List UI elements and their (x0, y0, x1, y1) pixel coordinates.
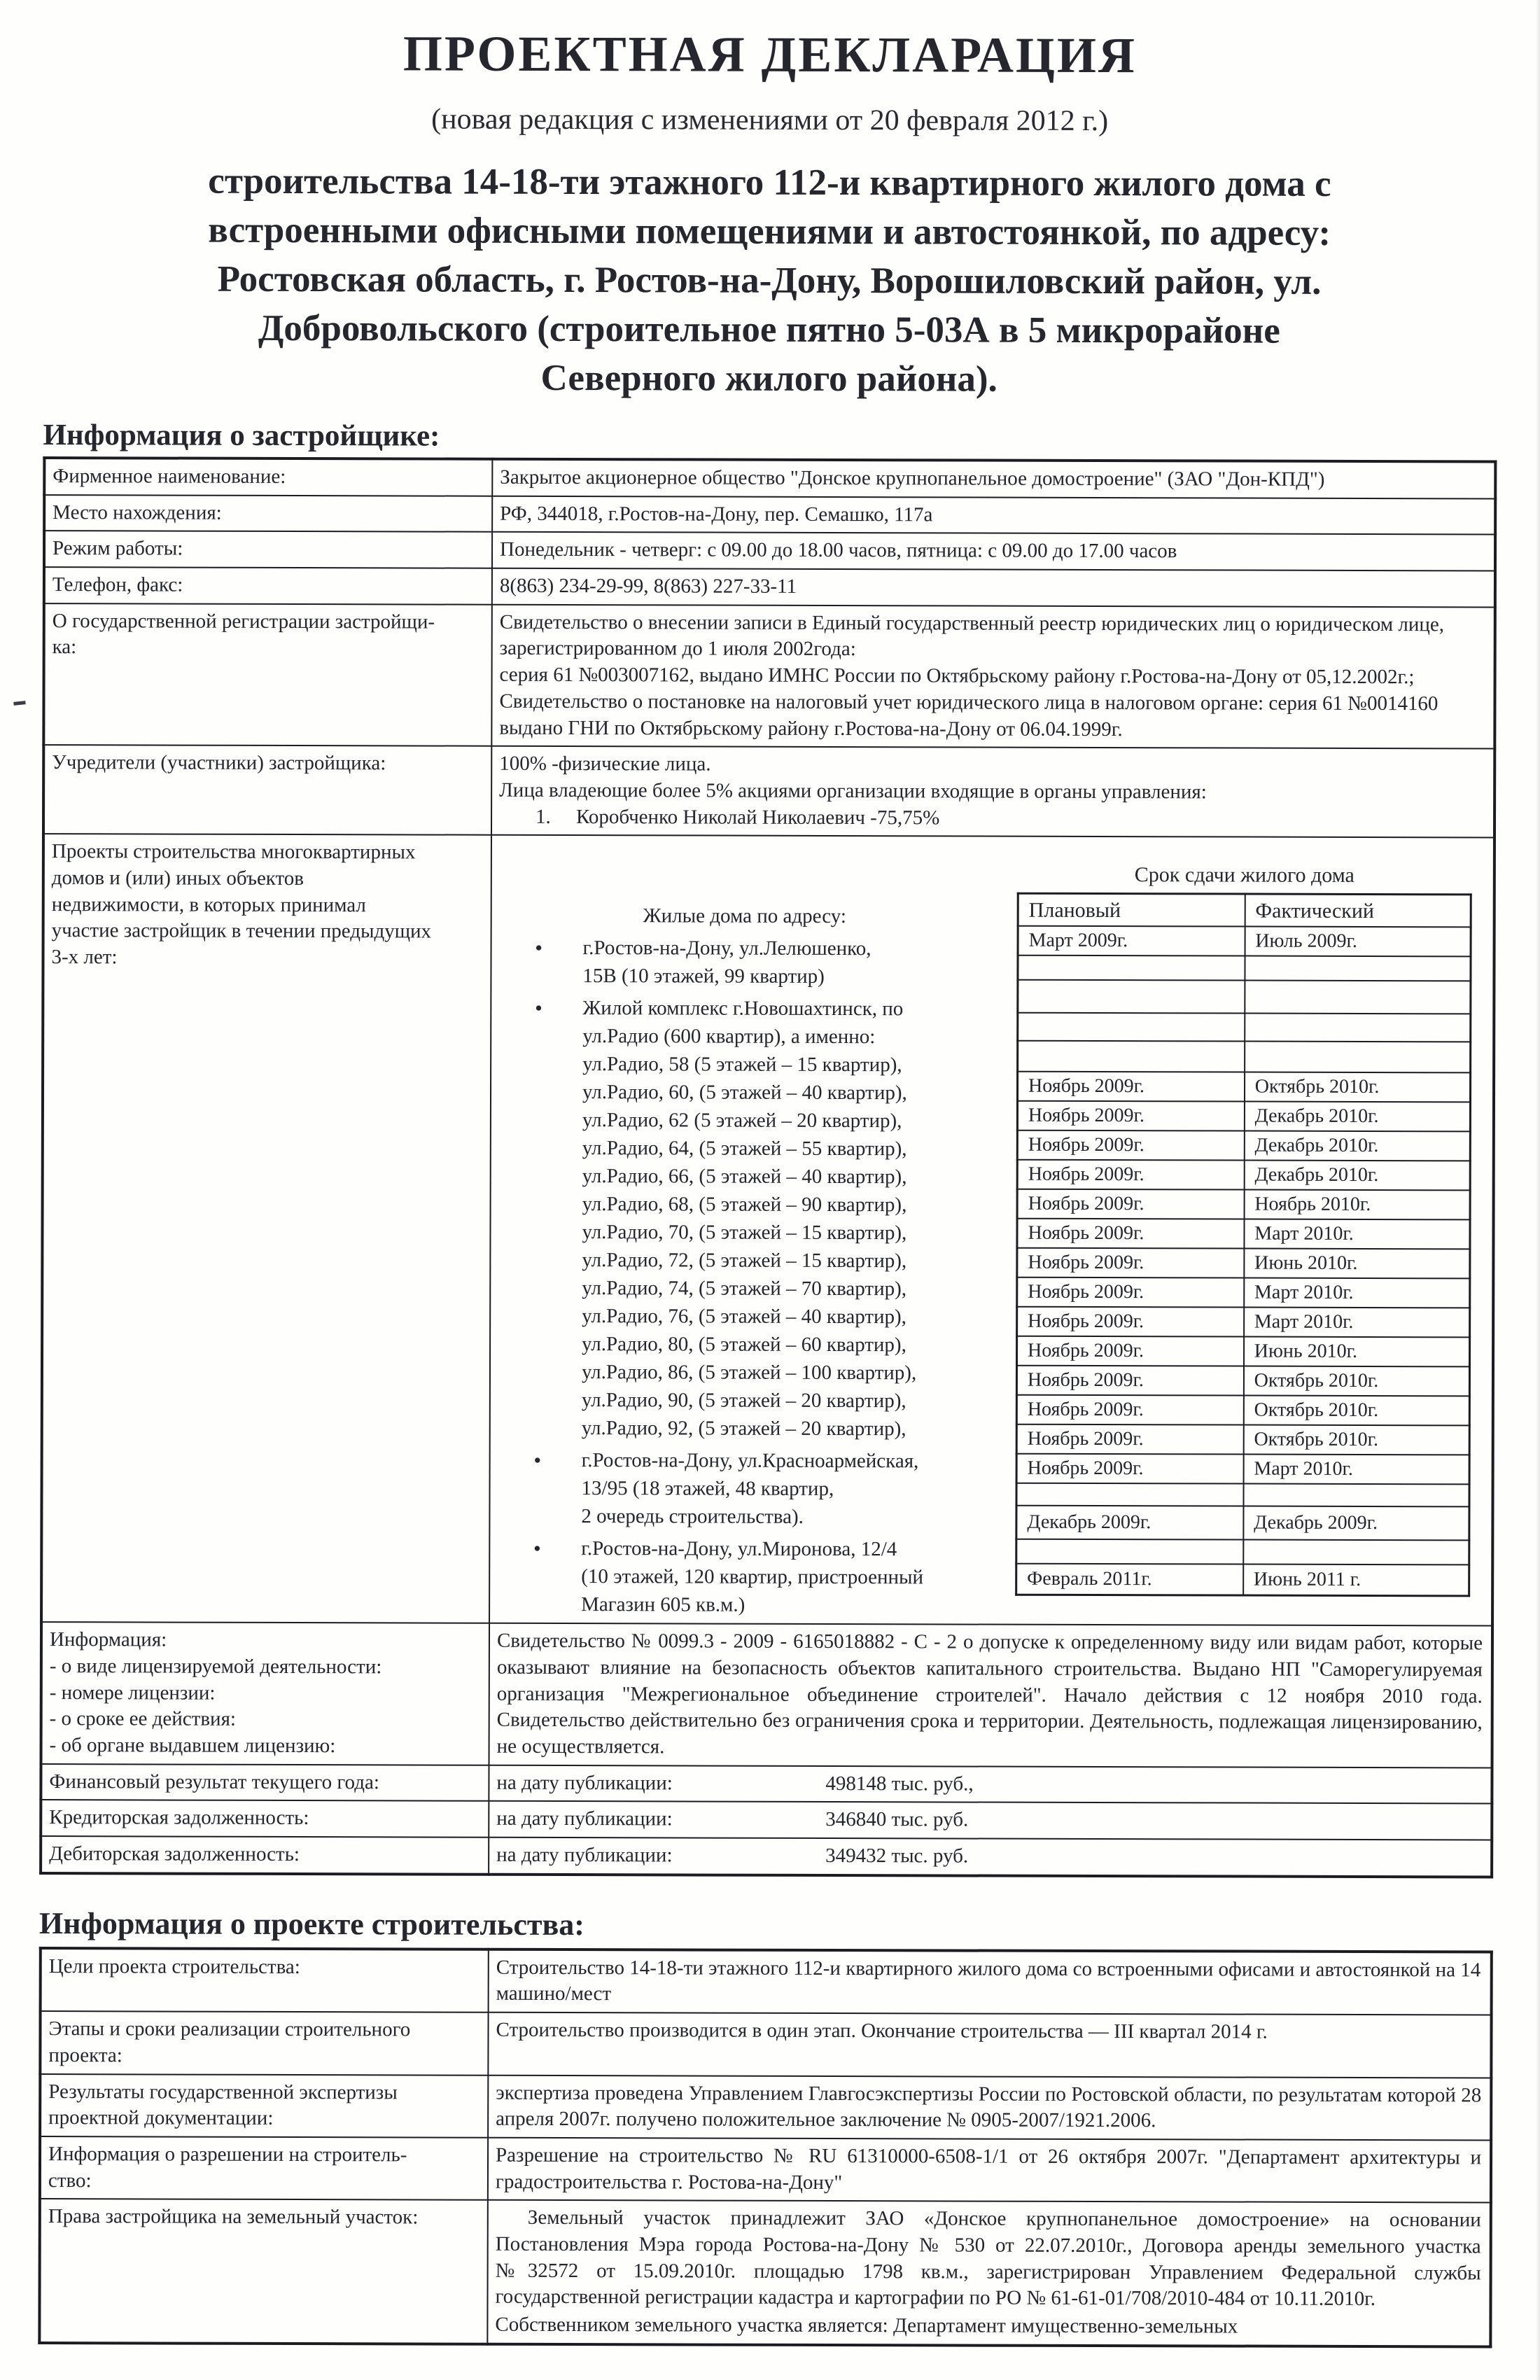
deadline-cell: Декабрь 2010г. (1245, 1102, 1471, 1132)
deadline-cell: Ноябрь 2009г. (1016, 1395, 1243, 1425)
deadline-row (1017, 1219, 1470, 1250)
scan-artifact-mark (13, 701, 25, 706)
deadline-row (1017, 1130, 1470, 1161)
list-item-text: ул.Радио, 68, (5 этажей – 90 квартир), (582, 1193, 907, 1217)
deadline-cell: Ноябрь 2009г. (1016, 1366, 1243, 1396)
deadline-cell: Декабрь 2009г. (1016, 1506, 1243, 1540)
deadline-row (1016, 1506, 1469, 1541)
permit-label: Информация о разрешении на строитель- ство: (40, 2136, 488, 2200)
deadline-cell: Ноябрь 2009г. (1017, 1130, 1244, 1161)
registration-value: Свидетельство о внесении записи в Единый государственный реестр юридических лиц о юридическом лице, зарегистрированном до 1 июля 2002года: серия 61 №003007162, выдано ИМНС России по Октябрьскому району г.Ростова-на-Дону от 05,12.2002г.; Свидетельство о постановке на налоговый учет юридического лица в налоговом органе: серия 61 №0014160 выдано ГНИ по Октябрьскому району г.Ростова-на-Дону от 06.04.1999г. (491, 604, 1495, 748)
stages-label: Этапы и сроки реализации строительного проекта: (40, 2011, 488, 2075)
deadline-cell (1243, 1540, 1469, 1565)
deadline-cell: Ноябрь 2009г. (1017, 1278, 1244, 1308)
deadline-cell (1245, 1014, 1471, 1042)
list-item-text: ул.Радио, 86, (5 этажей – 100 квартир), (581, 1361, 917, 1385)
list-item-text: ул.Радио, 70, (5 этажей – 15 квартир), (582, 1221, 907, 1245)
section2-title: Информация о проекте строительства: (38, 1905, 584, 1942)
licensing-label: Информация: - о виде лицензируемой деятельности: - номере лицензии: - о сроке ее действия: - об органе выдавшем лицензию: (41, 1622, 490, 1765)
list-item-text: г.Ростов-на-Дону, ул.Лелюшенко, 15В (10 этажей, 99 квартир) (582, 937, 872, 988)
deadline-table (1015, 892, 1472, 1597)
deadline-row (1017, 1189, 1470, 1220)
table-row (40, 2074, 1491, 2141)
bullet-icon: ● (533, 1541, 541, 1555)
bullet-icon: ● (535, 941, 542, 955)
deadline-cell: Июнь 2011 г. (1243, 1564, 1469, 1596)
deadline-row (1017, 1336, 1470, 1367)
table-row (43, 745, 1494, 837)
radio-street-list (582, 1050, 1016, 1443)
firm-name-value: Закрытое акционерное общество "Донское крупнопанельное домостроение" (ЗАО "Дон-КПД") (492, 459, 1495, 498)
table-row (44, 458, 1495, 498)
land-rights-paragraph2: Собственником земельного участка является: Департамент имущественно-земельных (495, 2313, 1238, 2338)
deadline-col-planned: Плановый (1018, 893, 1245, 926)
table-row (41, 1836, 1492, 1877)
deadline-cell: Февраль 2011г. (1016, 1564, 1243, 1595)
projects-label: Проекты строительства многоквартирных домов и (или) иных объектов недвижимости, в которых принимал участие застройщик в течении предыдущих 3-х лет: (41, 834, 491, 1623)
deadline-cell: Март 2010г. (1244, 1219, 1470, 1250)
deadline-header-row (1018, 893, 1471, 927)
deadline-cell: Ноябрь 2009г. (1017, 1219, 1244, 1249)
list-item-text: ул.Радио, 74, (5 этажей – 70 квартир), (582, 1277, 907, 1301)
deadline-cell (1245, 1042, 1471, 1073)
list-item-text: ул.Радио, 66, (5 этажей – 40 квартир), (582, 1165, 907, 1189)
list-item-text: ул.Радио, 80, (5 этажей – 60 квартир), (582, 1333, 906, 1357)
deadline-cell: Октябрь 2010г. (1244, 1366, 1470, 1396)
deadline-row (1018, 926, 1471, 957)
projects-value (489, 835, 1494, 1626)
deadline-row (1017, 1278, 1470, 1308)
deadline-cell (1018, 1013, 1245, 1042)
creditor-debt-value (489, 1801, 1492, 1840)
founders-line1: 100% -физические лица. (499, 752, 711, 776)
fin-amount: 346840 тыс. руб. (825, 1808, 969, 1831)
deadline-cell (1245, 981, 1471, 1014)
permit-value: Разрешение на строительство № RU 61310000-6508-1/1 от 26 октября 2007г. "Департамент архитектуры и градостроительства г. Ростова-на-Дону" (488, 2138, 1491, 2203)
deadline-cell: Октябрь 2010г. (1244, 1396, 1470, 1426)
phone-fax-label: Телефон, факс: (44, 567, 492, 604)
goals-label: Цели проекта строительства: (41, 1948, 489, 2012)
land-rights-paragraph1: Земельный участок принадлежит ЗАО «Донское крупнопанельное домостроение» на основании Постановления Мэра города Ростова-на-Дону № 530 от 22.07.2010г., Договора аренды земельного участка №32572 от 15.09.2010г. площадью 1798 кв.м., зарегистрирован Управлением Федеральной службы государственной регистрации кадастра и картографии по РО № 61-61-01/708/2010-484 от 10.11.2010г. (495, 2206, 1481, 2311)
table-row (44, 567, 1495, 607)
expertise-label: Результаты государственной экспертизы проектной документации: (40, 2074, 488, 2138)
location-value: РФ, 344018, г.Ростов-на-Дону, пер. Семашко, 117а (492, 496, 1495, 534)
page-title: ПРОЕКТНАЯ ДЕКЛАРАЦИЯ (402, 25, 1138, 84)
founders-line2: Лица владеющие более 5% акциями организации входящие в органы управления: (499, 778, 1207, 804)
deadline-cell: Декабрь 2009г. (1243, 1506, 1469, 1541)
debtor-debt-label: Дебиторская задолженность: (41, 1836, 489, 1874)
deadline-cell: Ноябрь 2009г. (1017, 1307, 1244, 1337)
project-heading: строительства 14-18-ти этажного 112-и квартирного жилого дома с встроенными офисными помещениями и автостоянкой, по адресу: Ростовская область, г. Ростов-на-Дону, Ворошиловский район, ул. Добровольского (строительное пятно 5-03А в 5 микрорайоне Северного жилого района). (208, 160, 1331, 400)
table-row (40, 2136, 1491, 2203)
deadline-row (1017, 1307, 1470, 1338)
deadline-cell: Декабрь 2010г. (1244, 1161, 1470, 1191)
list-item-text: ул.Радио, 76, (5 этажей – 40 квартир), (582, 1305, 906, 1329)
list-item-text: г.Ростов-на-Дону, ул.Миронова, 12/4 (10 этажей, 120 квартир, пристроенный Магазин 605 кв.м.) (581, 1537, 924, 1616)
deadline-row (1017, 1160, 1470, 1191)
fin-prefix: на дату публикации: (496, 1843, 673, 1867)
bullet-icon: ● (533, 1453, 541, 1467)
fin-prefix: на дату публикации: (496, 1771, 673, 1795)
table-row (41, 1622, 1493, 1768)
table-row (44, 495, 1495, 535)
stages-value: Строительство производится в один этап. Окончание строительства — III квартал 2014 г. (488, 2012, 1491, 2078)
deadline-col-actual: Фактический (1245, 894, 1471, 927)
deadline-cell: Март 2010г. (1243, 1455, 1469, 1485)
deadline-cell: Ноябрь 2009г. (1017, 1336, 1244, 1366)
deadline-cell: Ноябрь 2009г. (1016, 1424, 1243, 1455)
deadline-row (1016, 1366, 1469, 1396)
deadline-cell: Октябрь 2010г. (1245, 1072, 1471, 1102)
deadline-cell: Ноябрь 2009г. (1017, 1189, 1244, 1219)
deadline-cell (1018, 1041, 1245, 1072)
developer-table (39, 456, 1497, 1878)
deadline-cell (1016, 1539, 1243, 1564)
deadline-cell: Ноябрь 2009г. (1017, 1248, 1244, 1278)
table-row (40, 2011, 1491, 2078)
phone-fax-value: 8(863) 234-29-99, 8(863) 227-33-11 (492, 568, 1495, 607)
deadline-row (1016, 1539, 1469, 1565)
list-item-text: ул.Радио, 72, (5 этажей – 15 квартир), (582, 1249, 907, 1273)
work-hours-value: Понедельник - четверг: с 09.00 до 18.00 часов, пятница: с 09.00 до 17.00 часов (492, 532, 1495, 570)
project-table (38, 1947, 1492, 2348)
founders-line3: 1. Коробченко Николай Николаевич -75,75% (536, 805, 940, 829)
deadline-row (1018, 980, 1471, 1014)
deadline-cell: Ноябрь 2009г. (1017, 1101, 1244, 1131)
deadline-cell: Октябрь 2010г. (1243, 1425, 1469, 1455)
list-item (503, 1446, 1015, 1532)
land-rights-value (487, 2200, 1491, 2346)
deadline-cell: Июль 2009г. (1245, 927, 1471, 957)
deadline-row (1018, 1013, 1471, 1042)
deadline-cell (1016, 1483, 1243, 1506)
founders-label: Учредители (участники) застройщика: (43, 745, 491, 835)
expertise-value: экспертиза проведена Управлением Главгосэкспертизы России по Ростовской области, по результатам которой 28 апреля 2007г. получено положительное заключение № 0905-2007/1921.2006. (488, 2075, 1491, 2140)
deadline-row (1016, 1483, 1469, 1507)
table-row (39, 2199, 1491, 2346)
deadline-table-wrap (1015, 841, 1485, 1621)
firm-name-label: Фирменное наименование: (44, 458, 492, 496)
page-subtitle: (новая редакция с изменениями от 20 февраля 2012 г.) (431, 103, 1109, 138)
deadline-cell: Декабрь 2010г. (1245, 1131, 1471, 1161)
debtor-debt-value (489, 1837, 1492, 1877)
licensing-value: Свидетельство № 0099.3 - 2009 - 6165018882 - С - 2 о допуске к определенному виду или видам работ, которые оказывают влияние на безопасность объектов капитального строительства. Выдано НП "Саморегулируемая организация "Межрегиональное объединение строителей". Начало действия с 12 ноября 2010 года. Свидетельство действительно без ограничения срока и территории. Деятельность, подлежащая лицензированию, не осуществляется. (489, 1623, 1493, 1768)
fin-amount: 349432 тыс. руб. (825, 1844, 969, 1868)
projects-list (497, 840, 1017, 1620)
deadline-cell: Ноябрь 2009г. (1017, 1160, 1244, 1190)
table-row (43, 603, 1495, 749)
section1-title: Информация о застройщике: (43, 419, 440, 453)
deadline-cell (1018, 980, 1245, 1014)
deadline-cell: Июнь 2010г. (1244, 1249, 1470, 1279)
deadline-cell: Ноябрь 2009г. (1016, 1454, 1243, 1484)
deadline-cell: Март 2009г. (1018, 926, 1245, 956)
list-item (503, 1534, 1015, 1620)
deadline-cell: Ноябрь 2009г. (1017, 1072, 1244, 1102)
location-label: Место нахождения: (44, 495, 492, 532)
deadline-cell: Март 2010г. (1244, 1278, 1470, 1308)
fin-result-value (489, 1765, 1492, 1803)
deadline-cell (1243, 1484, 1469, 1507)
table-row (41, 1764, 1492, 1804)
deadline-row (1018, 955, 1471, 981)
list-item-text: г.Ростов-на-Дону, ул.Красноармейская, 13/95 (18 этажей, 48 квартир, 2 очередь строительства). (581, 1449, 919, 1529)
deadline-row (1016, 1395, 1469, 1426)
bullet-icon: ● (535, 1001, 542, 1015)
list-item-text: ул.Радио, 90, (5 этажей – 20 квартир), (581, 1389, 906, 1413)
projects-list-intro: Жилые дома по адресу: (643, 904, 846, 928)
deadline-row (1016, 1564, 1469, 1596)
deadline-cell (1018, 955, 1245, 981)
deadline-row (1017, 1072, 1470, 1102)
deadline-cell (1245, 956, 1471, 981)
scan-edge-shadow (1536, 0, 1540, 2380)
fin-amount: 498148 тыс. руб., (825, 1772, 974, 1795)
list-item-text: ул.Радио, 92, (5 этажей – 20 квартир), (581, 1417, 906, 1441)
deadline-row (1017, 1248, 1470, 1279)
work-hours-label: Режим работы: (44, 531, 492, 568)
creditor-debt-label: Кредиторская задолженность: (41, 1800, 489, 1837)
table-row (41, 1948, 1492, 2015)
deadline-cell: Ноябрь 2010г. (1244, 1190, 1470, 1220)
fin-result-label: Финансовый результат текущего года: (41, 1764, 489, 1801)
deadline-cell: Июнь 2010г. (1244, 1337, 1470, 1367)
fin-prefix: на дату публикации: (496, 1807, 673, 1830)
deadline-row (1016, 1454, 1469, 1485)
goals-value: Строительство 14-18-ти этажного 112-и квартирного жилого дома со встроенными офисами и автостоянкой на 14 машино/мест (489, 1949, 1492, 2015)
list-item-text: Жилой комплекс г.Новошахтинск, по ул.Радио (600 квартир), а именно: (582, 997, 904, 1049)
list-item-text: ул.Радио, 58 (5 этажей – 15 квартир), (582, 1053, 902, 1077)
list-item-text: ул.Радио, 62 (5 этажей – 20 квартир), (582, 1109, 902, 1133)
table-row (44, 531, 1495, 570)
deadline-row (1016, 1424, 1469, 1455)
list-item (504, 934, 1016, 991)
list-item (504, 994, 1016, 1051)
deadline-table-title: Срок сдачи жилого дома (1134, 863, 1354, 888)
deadline-cell: Март 2010г. (1244, 1308, 1470, 1338)
table-row-projects (41, 834, 1494, 1625)
deadline-row (1017, 1101, 1470, 1132)
list-item-text: ул.Радио, 60, (5 этажей – 40 квартир), (582, 1081, 907, 1105)
registration-label: О государственной регистрации застройщи- ка: (43, 603, 492, 746)
deadline-row (1018, 1041, 1471, 1073)
list-item-text: ул.Радио, 64, (5 этажей – 55 квартир), (582, 1137, 907, 1161)
land-rights-label: Права застройщика на земельный участок: (39, 2199, 488, 2344)
table-row (41, 1800, 1492, 1840)
founders-value (491, 746, 1494, 838)
